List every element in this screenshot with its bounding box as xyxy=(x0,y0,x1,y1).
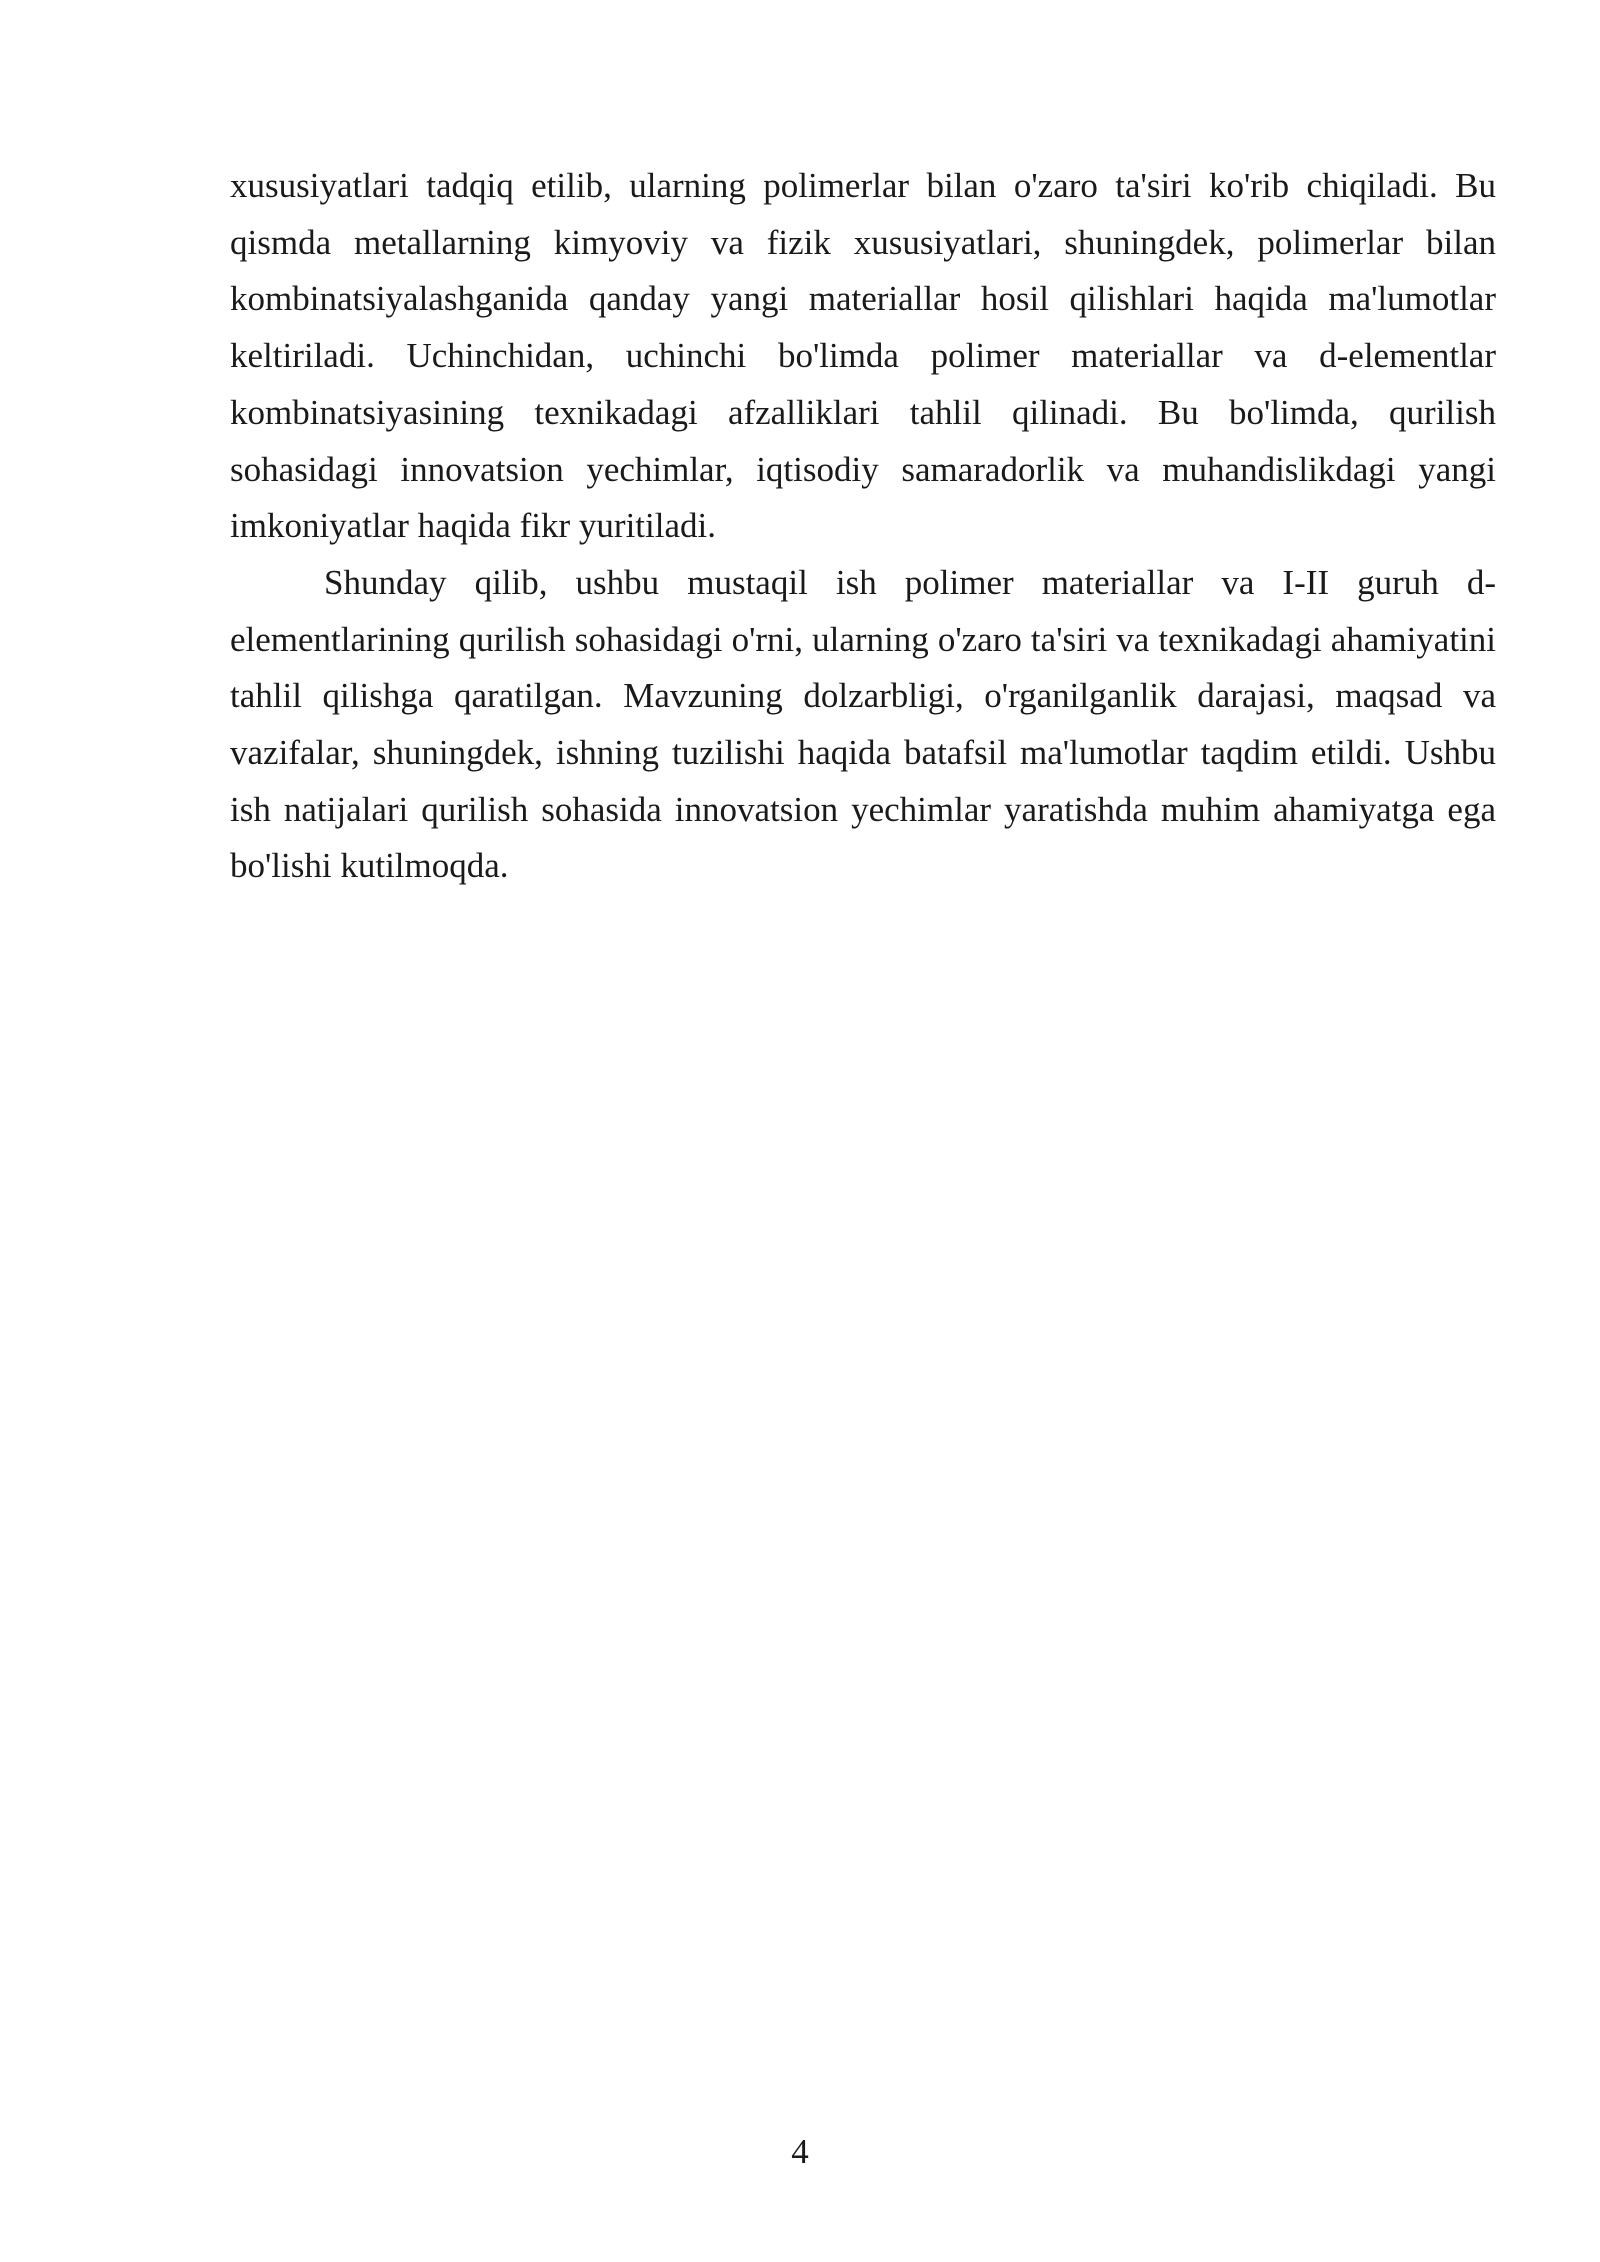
paragraph-conclusion: Shunday qilib, ushbu mustaqil ish polimer materiallar va I-II guruh d-elementlarining qurilish sohasidagi o'rni, ularning o'zaro ta'siri va texnikadagi ahamiyatini tahlil qilishga qaratilgan. Mavzuning dolzarbligi, o'rganilganlik darajasi, maqsad va vazifalar, shuningdek, ishning tuzilishi haqida batafsil ma'lumotlar taqdim etildi. Ushbu ish natijalari qurilish sohasida innovatsion yechimlar yaratishda muhim ahamiyatga ega bo'lishi kutilmoqda. xyxy=(230,562,1496,886)
paragraph-continuation: xususiyatlari tadqiq etilib, ularning polimerlar bilan o'zaro ta'siri ko'rib chiqiladi. Bu qismda metallarning kimyoviy va fizik xususiyatlari, shuningdek, polimerlar bilan kombinatsiyalashganida qanday yangi materiallar hosil qilishlari haqida ma'lumotlar keltiriladi. Uchinchidan, uchinchi bo'limda polimer materiallar va d-elementlar kombinatsiyasining texnikadagi afzalliklari tahlil qilinadi. Bu bo'limda, qurilish sohasidagi innovatsion yechimlar, iqtisodiy samaradorlik va muhandislikdagi yangi imkoniyatlar haqida fikr yuritiladi. xyxy=(230,166,1496,546)
page-number: 4 xyxy=(791,2132,809,2171)
body-text xyxy=(230,158,1496,895)
